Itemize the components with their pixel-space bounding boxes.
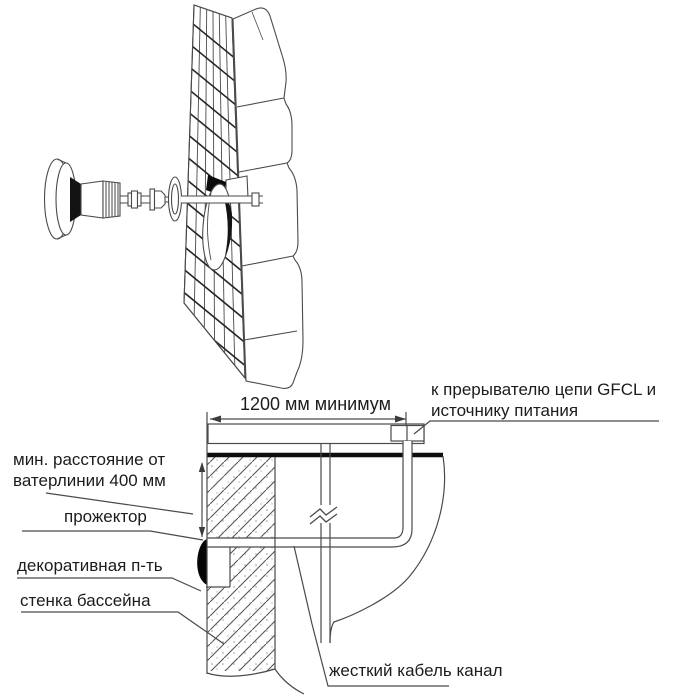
housing-cone xyxy=(81,181,120,218)
dimension-400 xyxy=(199,462,205,537)
gfcl-connection-label xyxy=(431,379,656,421)
decorative-surface-label: декоративная п-ть xyxy=(17,556,163,575)
gland-fitting xyxy=(150,189,165,210)
pool-wall-label: стенка бассейна xyxy=(20,591,151,610)
leader-gfcl xyxy=(414,421,659,434)
floodlight-label: прожектор xyxy=(64,507,147,526)
lens-gasket-dark xyxy=(70,177,81,222)
niche-cavity xyxy=(206,547,230,587)
min-distance-label-line2: ватерлинии 400 мм xyxy=(13,471,166,490)
conduit-horizontal xyxy=(207,538,394,547)
dimension-1200 xyxy=(210,416,406,423)
floor-break-curve xyxy=(275,669,304,694)
gfcl-connection-label-line1: к прерывателю цепи GFCL и xyxy=(431,380,657,399)
section-break-curve xyxy=(330,456,445,643)
leader-floodlight xyxy=(22,531,203,540)
floodlight-lens xyxy=(197,539,207,585)
rigid-conduit-label: жесткий кабель канал xyxy=(329,661,503,680)
dimension-label-1200: 1200 мм минимум xyxy=(240,394,391,414)
gfcl-connection-label-line2: источнику питания xyxy=(431,401,579,420)
min-distance-label-line1: мин. расстояние от xyxy=(13,450,166,469)
exploded-view xyxy=(45,5,304,388)
min-distance-label xyxy=(13,449,166,491)
deck-band xyxy=(208,412,424,444)
union-fitting xyxy=(128,191,141,208)
leader-pool-wall xyxy=(21,612,224,644)
